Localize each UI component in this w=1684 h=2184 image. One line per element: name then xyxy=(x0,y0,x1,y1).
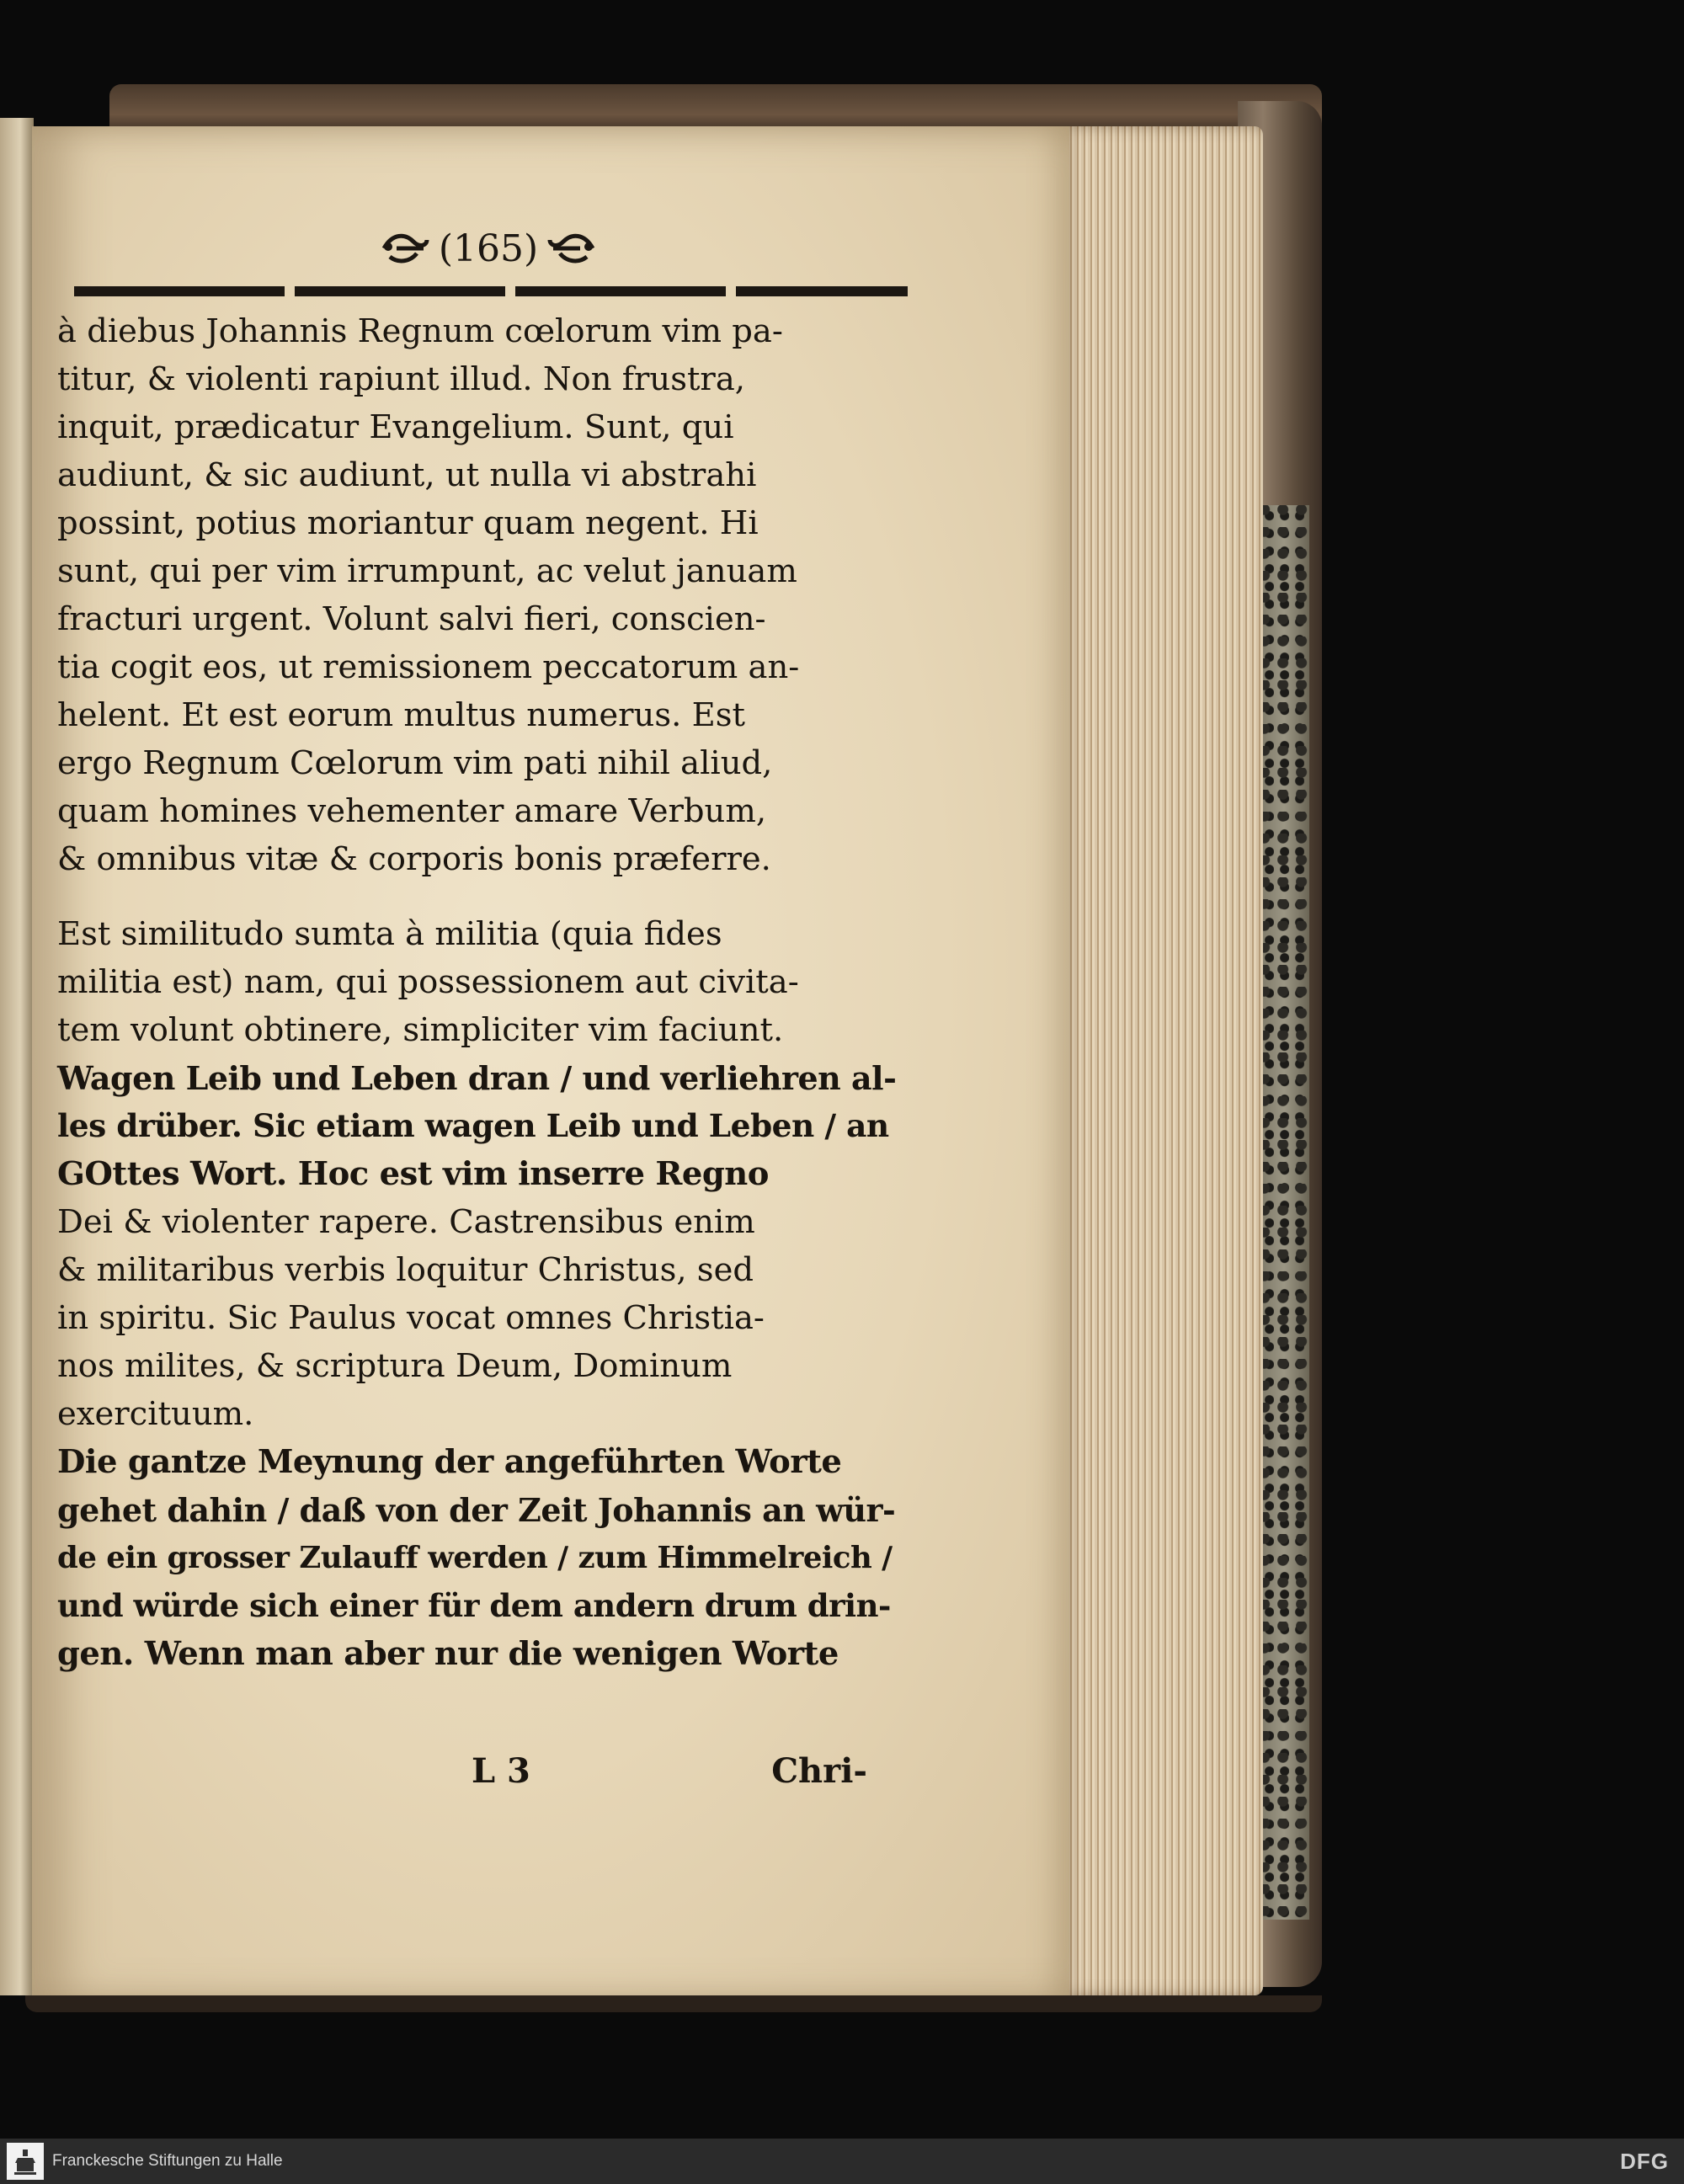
text-line: exercituum. xyxy=(57,1395,254,1433)
text-line: & militaribus verbis loquitur Christus, sed xyxy=(57,1251,754,1289)
text-line: inquit, prædicatur Evangelium. Sunt, qui xyxy=(57,408,734,446)
marbled-cover-edge xyxy=(1259,505,1309,1920)
text-line: & omnibus vitæ & corporis bonis præferre. xyxy=(57,840,771,878)
text-line: nos milites, & scriptura Deum, Dominum xyxy=(57,1347,733,1385)
fleuron-left-icon xyxy=(380,232,430,265)
text-line: à diebus Johannis Regnum cœlorum vim pa- xyxy=(57,312,783,350)
header-rule xyxy=(74,286,908,296)
page-body-text xyxy=(57,307,903,1678)
left-page-edge xyxy=(0,118,34,1995)
text-line: quam homines vehementer amare Verbum, xyxy=(57,792,767,830)
page-header xyxy=(354,223,623,274)
text-line: in spiritu. Sic Paulus vocat omnes Christia- xyxy=(57,1299,765,1337)
text-line: GOttes Wort. Hoc est vim inserre Regno xyxy=(57,1155,769,1193)
text-line: tia cogit eos, ut remissionem peccatorum an- xyxy=(57,648,800,686)
text-line: gen. Wenn man aber nur die wenigen Worte xyxy=(57,1635,839,1673)
text-line: militia est) nam, qui possessionem aut civita- xyxy=(57,963,799,1001)
page-edges xyxy=(1061,126,1263,1995)
text-line: tem volunt obtinere, simpliciter vim faciunt. xyxy=(57,1011,784,1049)
text-line: Die gantze Meynung der angeführten Worte xyxy=(57,1443,842,1481)
book-bottom-cover xyxy=(25,1995,1322,2012)
catchwords xyxy=(472,1751,867,1791)
text-line: Wagen Leib und Leben dran / und verliehren al- xyxy=(57,1059,897,1097)
text-line: Dei & violenter rapere. Castrensibus enim xyxy=(57,1203,755,1241)
text-line: und würde sich einer für dem andern drum drin- xyxy=(57,1587,891,1624)
institution-name: Franckesche Stiftungen zu Halle xyxy=(52,2152,283,2170)
dfg-logo: DFG xyxy=(1620,2148,1669,2174)
text-line: audiunt, & sic audiunt, ut nulla vi abstrahi xyxy=(57,456,757,494)
franckesche-stiftungen-logo-icon xyxy=(7,2143,44,2180)
text-line: de ein grosser Zulauff werden / zum Himmelreich / xyxy=(57,1541,893,1575)
text-line: Est similitudo sumta à militia (quia fides xyxy=(57,915,722,953)
paragraph-gap xyxy=(57,883,903,910)
text-line: possint, potius moriantur quam negent. Hi xyxy=(57,504,759,542)
text-line: sunt, qui per vim irrumpunt, ac velut januam xyxy=(57,552,797,590)
text-line: titur, & violenti rapiunt illud. Non frustra, xyxy=(57,360,746,398)
signature-mark: L 3 xyxy=(472,1751,530,1791)
text-line: helent. Et est eorum multus numerus. Est xyxy=(57,696,745,734)
fleuron-right-icon xyxy=(546,232,597,265)
text-line: fracturi urgent. Volunt salvi fieri, conscien- xyxy=(57,600,766,638)
text-line: gehet dahin / daß von der Zeit Johannis an wür- xyxy=(57,1491,896,1529)
viewer-footer xyxy=(0,2139,1684,2184)
text-line: ergo Regnum Cœlorum vim pati nihil aliud, xyxy=(57,744,773,782)
text-line: les drüber. Sic etiam wagen Leib und Leben / an xyxy=(57,1107,889,1144)
page-number: (165) xyxy=(438,226,539,270)
catchword: Chri- xyxy=(771,1751,867,1791)
